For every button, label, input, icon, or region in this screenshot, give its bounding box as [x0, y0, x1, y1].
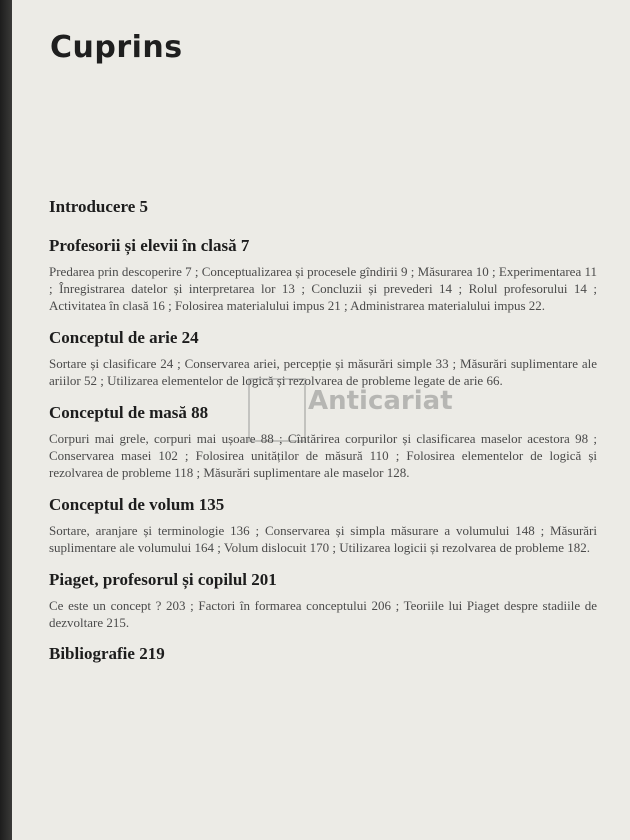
watermark-text: Anticariat [308, 386, 453, 416]
page-edge-shadow [0, 0, 12, 840]
toc-intro: Introducere 5 [49, 197, 149, 216]
toc-section [49, 235, 597, 314]
table-of-contents [49, 196, 597, 665]
toc-section-heading: Conceptul de arie 24 [49, 328, 199, 347]
toc-section-heading: Conceptul de masă 88 [49, 403, 209, 422]
toc-section-heading: Conceptul de volum 135 [49, 495, 225, 514]
page-title: Cuprins [50, 30, 183, 65]
toc-section-entries: Sortare și clasificare 24 ; Conservarea ariei, percepție și măsurări simple 33 ; Măsurări suplimentare ale ariilor 52 ; Utilizarea elementelor de logică și rezolvarea de probleme legate de arie 66. [49, 356, 597, 388]
toc-section-entries: Sortare, aranjare și terminologie 136 ; Conservarea și simpla măsurare a volumului 148 ; Măsurări suplimentare ale volumului 164 ; Volum dislocuit 170 ; Utilizarea logicii și rezolvarea de probleme 182. [49, 523, 597, 555]
toc-section-entries: Predarea prin descoperire 7 ; Conceptualizarea și procesele gîndirii 9 ; Măsurarea 10 ; Experimentarea 11 ; Înregistrarea datelor și interpretarea lor 13 ; Concluzii și prevederi 14 ; Rolul profesorului 14 ; Activitatea în clasă 16 ; Folosirea materialului impus 21 ; Administrarea materialului impus 22. [49, 264, 597, 313]
toc-section [49, 494, 597, 556]
toc-section [49, 569, 597, 631]
toc-section-heading: Profesorii și elevii în clasă 7 [49, 236, 250, 255]
toc-section-entries: Corpuri mai grele, corpuri mai ușoare 88 ; Cîntărirea corpurilor și clasificarea maselor acestora 98 ; Conservarea masei 102 ; Folosirea unităților de măsură 110 ; Folosirea elementelor de logică și rezolvarea de probleme 118 ; Măsurări suplimentare ale maselor 128. [49, 431, 597, 480]
toc-section-entries: Ce este un concept ? 203 ; Factori în formarea conceptului 206 ; Teoriile lui Piaget despre stadiile de dezvoltare 215. [49, 598, 597, 630]
toc-section-heading: Piaget, profesorul și copilul 201 [49, 570, 277, 589]
toc-section [49, 402, 597, 481]
toc-section [49, 327, 597, 389]
toc-bibliography: Bibliografie 219 [49, 644, 165, 663]
